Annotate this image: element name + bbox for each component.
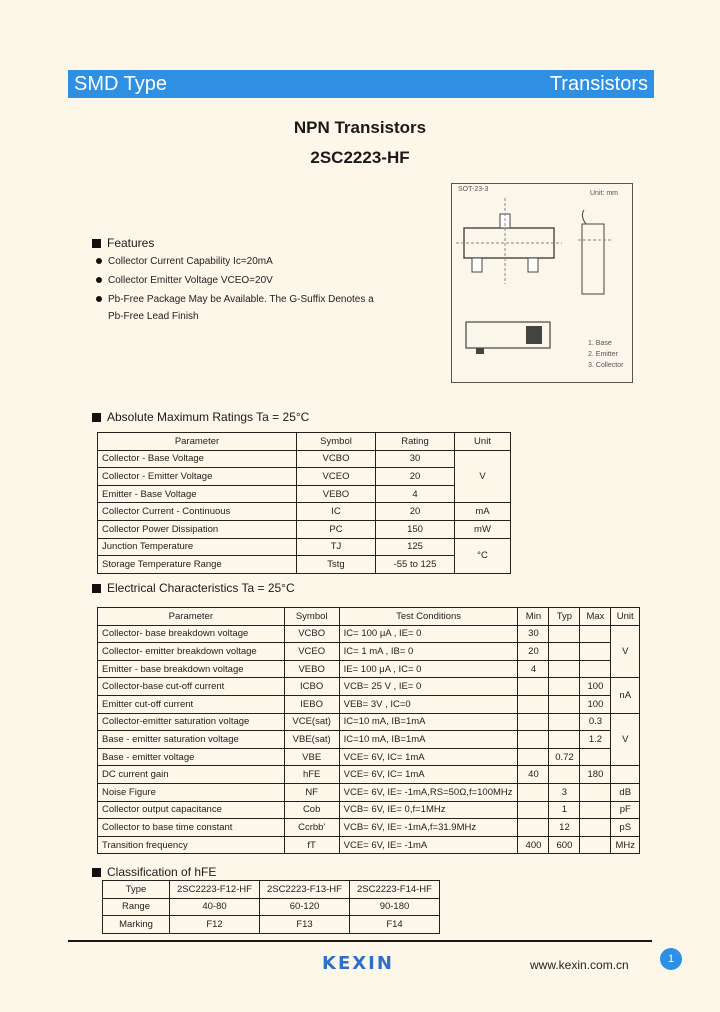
header-bar bbox=[68, 70, 654, 98]
square-bullet-icon bbox=[92, 868, 101, 877]
table-row: Collector Current - Continuous IC 20 mA bbox=[98, 503, 511, 521]
features-heading: Features bbox=[92, 236, 154, 250]
footer-divider bbox=[68, 940, 652, 942]
table-row: Junction Temperature TJ 125 °C bbox=[98, 538, 511, 556]
pin-label: 3. Collector bbox=[588, 362, 624, 369]
table-header-row: Parameter Symbol Test Conditions Min Typ Max Unit bbox=[98, 608, 640, 626]
package-name: SOT-23-3 bbox=[458, 186, 489, 193]
square-bullet-icon bbox=[92, 584, 101, 593]
table-row: Base - emitter voltage VBE VCE= 6V, IC= 1mA 0.72 bbox=[98, 748, 640, 766]
feature-item: Collector Emitter Voltage VCEO=20V bbox=[96, 275, 273, 286]
table-row: Collector-emitter saturation voltage VCE(sat) IC=10 mA, IB=1mA 0.3 V bbox=[98, 713, 640, 731]
pin-label: 1. Base bbox=[588, 340, 612, 347]
pin-label: 2. Emitter bbox=[588, 351, 618, 358]
feature-item: Pb-Free Package May be Available. The G-Suffix Denotes a bbox=[96, 294, 374, 305]
abs-max-table bbox=[97, 432, 511, 574]
table-row: Base - emitter saturation voltage VBE(sat) IC=10 mA, IB=1mA 1.2 bbox=[98, 731, 640, 749]
classification-table bbox=[102, 880, 440, 934]
square-bullet-icon bbox=[92, 239, 101, 248]
elec-char-table bbox=[97, 607, 640, 854]
kexin-logo: KEXIN bbox=[322, 953, 394, 974]
abs-max-heading: Absolute Maximum Ratings Ta = 25°C bbox=[92, 410, 309, 424]
feature-item-continued: Pb-Free Lead Finish bbox=[108, 311, 199, 322]
bullet-icon bbox=[96, 296, 102, 302]
table-row: Emitter cut-off current IEBO VEB= 3V , IC=0 100 bbox=[98, 695, 640, 713]
table-row: Collector- emitter breakdown voltage VCEO IC= 1 mA , IB= 0 20 bbox=[98, 643, 640, 661]
elec-char-heading: Electrical Characteristics Ta = 25°C bbox=[92, 581, 295, 595]
table-row: Collector- base breakdown voltage VCBO IC= 100 μA , IE= 0 30 V bbox=[98, 625, 640, 643]
header-right: Transistors bbox=[549, 72, 648, 95]
table-row: DC current gain hFE VCE= 6V, IC= 1mA 40 180 bbox=[98, 766, 640, 784]
website-link[interactable]: www.kexin.com.cn bbox=[530, 958, 629, 972]
table-row: Collector output capacitance Cob VCB= 6V, IE= 0,f=1MHz 1 pF bbox=[98, 801, 640, 819]
table-row: Emitter - Base Voltage VEBO 4 bbox=[98, 485, 511, 503]
square-bullet-icon bbox=[92, 413, 101, 422]
bullet-icon bbox=[96, 277, 102, 283]
table-row: Transition frequency fT VCE= 6V, IE= -1mA 400 600 MHz bbox=[98, 836, 640, 854]
page-number-badge: 1 bbox=[660, 948, 682, 970]
table-header-row: Parameter Symbol Rating Unit bbox=[98, 433, 511, 451]
table-row: Collector to base time constant Ccrbb' VCB= 6V, IE= -1mA,f=31.9MHz 12 pS bbox=[98, 819, 640, 837]
table-row: Collector - Base Voltage VCBO 30 V bbox=[98, 450, 511, 468]
table-row: Collector Power Dissipation PC 150 mW bbox=[98, 520, 511, 538]
classification-heading: Classification of hFE bbox=[92, 865, 216, 879]
table-row: Noise Figure NF VCE= 6V, IE= -1mA,RS=50Ω,f=100MHz 3 dB bbox=[98, 783, 640, 801]
feature-item: Collector Current Capability Ic=20mA bbox=[96, 256, 273, 267]
table-row: Range 40-80 60-120 90-180 bbox=[103, 898, 440, 916]
table-row: Type 2SC2223-F12-HF 2SC2223-F13-HF 2SC2223-F14-HF bbox=[103, 881, 440, 899]
table-row: Emitter - base breakdown voltage VEBO IE= 100 μA , IC= 0 4 bbox=[98, 660, 640, 678]
table-row: Marking F12 F13 F14 bbox=[103, 916, 440, 934]
table-row: Collector - Emitter Voltage VCEO 20 bbox=[98, 468, 511, 486]
table-row: Storage Temperature Range Tstg -55 to 125 bbox=[98, 556, 511, 574]
package-unit: Unit: mm bbox=[590, 190, 618, 197]
header-left: SMD Type bbox=[74, 72, 167, 95]
bullet-icon bbox=[96, 258, 102, 264]
table-row: Collector-base cut-off current ICBO VCB= 25 V , IE= 0 100 nA bbox=[98, 678, 640, 696]
product-type-title: NPN Transistors bbox=[293, 118, 427, 137]
package-outline-drawing bbox=[451, 183, 633, 383]
part-number-title: 2SC2223-HF bbox=[310, 148, 410, 167]
